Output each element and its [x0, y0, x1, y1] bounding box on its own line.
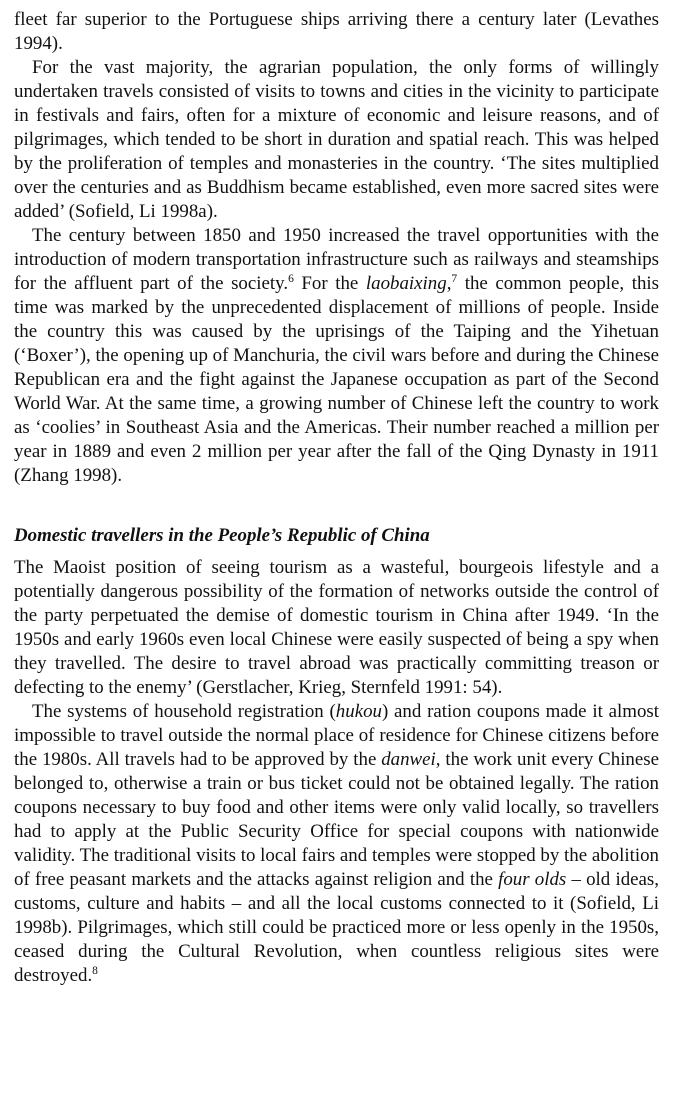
- paragraph: [14, 8, 659, 56]
- italic-term: laobaixing: [365, 273, 447, 294]
- document-page: [14, 8, 659, 988]
- footnote-marker: 8: [92, 965, 98, 977]
- section-heading: Domestic travellers in the People’s Republic of China: [14, 525, 430, 546]
- italic-term: hukou: [335, 701, 382, 722]
- text-run: fleet far superior to the Portuguese ships arriving there a century later (Levathes 1994).: [14, 9, 659, 54]
- body-text-top: [14, 8, 659, 488]
- text-run: ,: [446, 273, 452, 294]
- text-run: For the: [293, 273, 366, 294]
- italic-term: four olds: [498, 869, 567, 890]
- text-run: , the work unit every Chinese belonged to, otherwise a train or bus ticket could not be obtained legally. The ration coupons necessary to buy food and other items were only valid locally, so travellers had to apply at the Public Security Office for special coupons with nationwide validity. The traditional visits to local fairs and temples were stopped by the abolition of free peasant markets and the attacks against religion and the: [14, 749, 660, 890]
- text-run: – old ideas, customs, culture and habits – and all the local customs connected to it (Sofield, Li 1998b). Pilgrimages, which still could be practiced more or less openly in the 1950s, ceased during the Cultural Revolution, when countless religious sites were destroyed.: [14, 869, 659, 986]
- text-run: The systems of household registration (: [32, 701, 336, 722]
- footnote-marker: 7: [451, 273, 458, 285]
- italic-term: danwei: [381, 749, 436, 770]
- footnote-marker: 6: [288, 273, 294, 285]
- paragraph: [14, 56, 659, 224]
- paragraph: [14, 700, 659, 988]
- body-text-bottom: [14, 556, 659, 988]
- paragraph: [14, 556, 659, 700]
- text-run: the common people, this time was marked by the unprecedented displacement of millions of people. Inside the country this was caused by the uprisings of the Taiping and the Yihetuan (‘Boxer’), the opening up of Manchuria, the civil wars before and during the Chinese Republican era and the fight against the Japanese occupation as part of the Second World War. At the same time, a growing number of Chinese left the country to work as ‘coolies’ in Southeast Asia and the Americas. Their number reached a million per year in 1889 and even 2 million per year after the fall of the Qing Dynasty in 1911 (Zhang 1998).: [14, 273, 659, 486]
- paragraph: [14, 224, 659, 488]
- text-run: The Maoist position of seeing tourism as a wasteful, bourgeois lifestyle and a potentially dangerous possibility of the formation of networks outside the control of the party perpetuated the demise of domestic tourism in China after 1949. ‘In the 1950s and early 1960s even local Chinese were easily suspected of being a spy when they travelled. The desire to travel abroad was practically committing treason or defecting to the enemy’ (Gerstlacher, Krieg, Sternfeld 1991: 54).: [14, 557, 659, 698]
- text-run: The century between 1850 and 1950 increased the travel opportunities with the introduction of modern transportation infrastructure such as railways and steamships for the affluent part of the society.: [14, 225, 659, 294]
- text-run: For the vast majority, the agrarian population, the only forms of willingly undertaken travels consisted of visits to towns and cities in the vicinity to participate in festivals and fairs, often for a mixture of economic and leisure reasons, and of pilgrimages, which tended to be short in duration and spatial reach. This was helped by the proliferation of temples and monasteries in the country. ‘The sites multiplied over the centuries and as Buddhism became established, even more sacred sites were added’ (Sofield, Li 1998a).: [14, 57, 659, 222]
- text-run: ) and ration coupons made it almost impossible to travel outside the normal place of residence for Chinese citizens before the 1980s. All travels had to be approved by the: [14, 701, 659, 770]
